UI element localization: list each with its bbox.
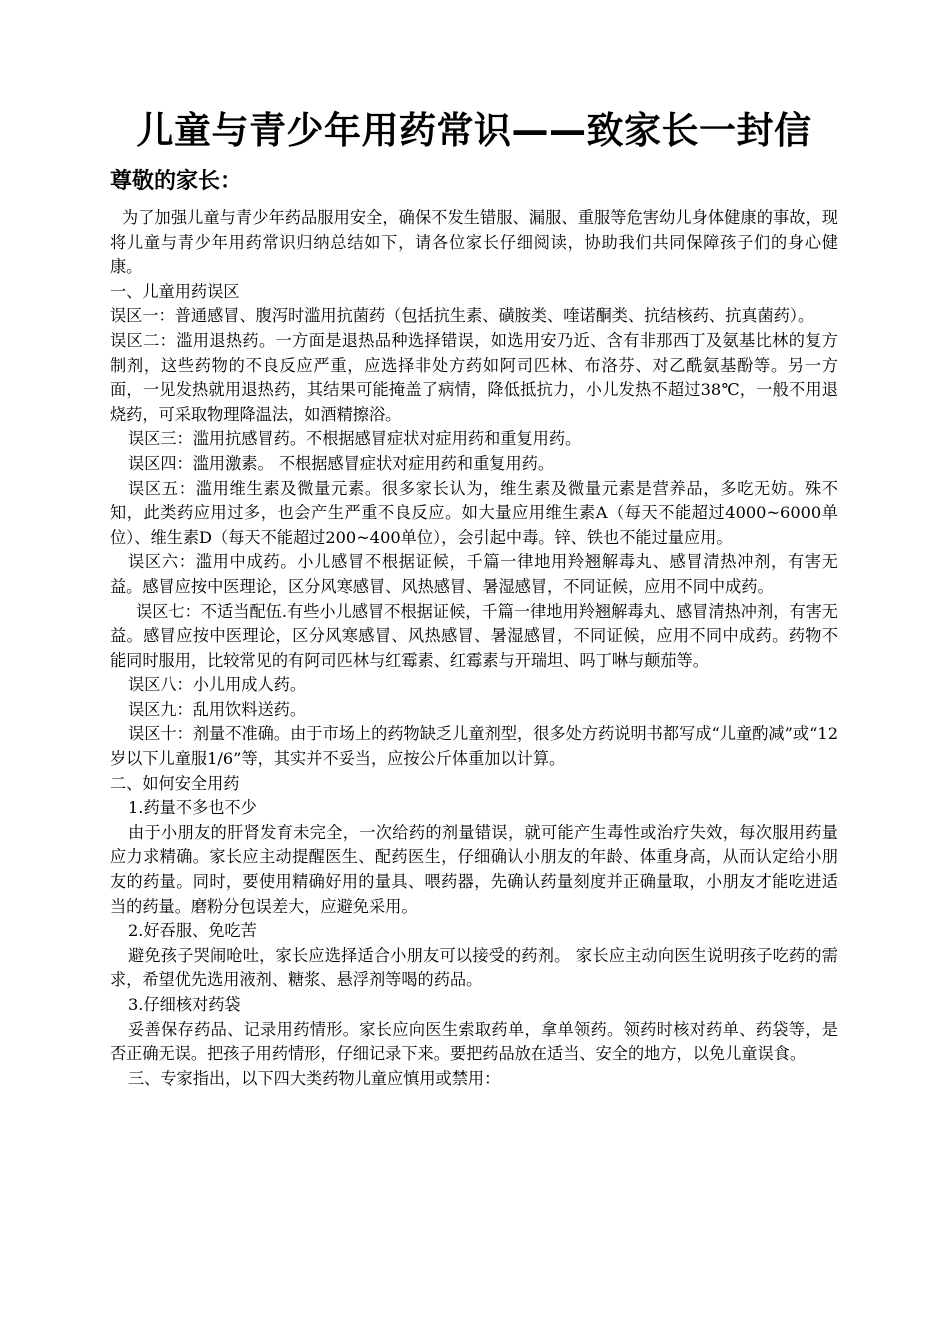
subheading-check-bag: 3.仔细核对药袋 bbox=[128, 995, 241, 1014]
misconception-6: 误区六：滥用中成药。小儿感冒不根据证候，千篇一律地用羚翘解毒丸、感冒清热冲剂，有害无益。感冒应按中医理论，区分风寒感冒、风热感冒、暑湿感冒，不同证候，应用不同中成药。 bbox=[110, 552, 838, 596]
misconception-4: 误区四：滥用激素。 不根据感冒症状对症用药和重复用药。 bbox=[128, 453, 555, 473]
check-bag-paragraph: 妥善保存药品、记录用药情形。家长应向医生索取药单，拿单领药。领药时核对药单、药袋等，是否正确无误。把孩子用药情形，仔细记录下来。要把药品放在适当、安全的地方，以免儿童误食。 bbox=[110, 1019, 838, 1064]
misconception-1: 误区一：普通感冒、腹泻时滥用抗菌药（包括抗生素、磺胺类、喹诺酮类、抗结核药、抗真菌药）。 bbox=[110, 306, 815, 326]
misconception-8: 误区八：小儿用成人药。 bbox=[128, 675, 307, 695]
subheading-easy-swallow: 2.好吞服、免吃苦 bbox=[128, 921, 257, 941]
document-title: 儿童与青少年用药常识——致家长一封信 bbox=[136, 109, 812, 152]
section-heading-1: 一、儿童用药误区 bbox=[110, 281, 240, 301]
section-heading-3: 三、专家指出，以下四大类药物儿童应慎用或禁用： bbox=[128, 1068, 501, 1088]
section-heading-2: 二、如何安全用药 bbox=[110, 773, 240, 793]
dosage-paragraph: 由于小朋友的肝肾发育未完全，一次给药的剂量错误，就可能产生毒性或治疗失效，每次服用药量应力求精确。家长应主动提醒医生、配药医生，仔细确认小朋友的年龄、体重身高，从而认定给小朋友的药量。同时，要使用精确好用的量具、喂药器，先确认药量刻度并正确量取，小朋友才能吃进适当的药量。磨粉分包误差大，应避免采用。 bbox=[110, 822, 838, 916]
misconception-10: 误区十：剂量不准确。由于市场上的药物缺乏儿童剂型，很多处方药说明书都写成“儿童酌减”或“12岁以下儿童服1/6”等，其实并不妥当，应按公斤体重加以计算。 bbox=[110, 724, 838, 769]
misconception-5: 误区五：滥用维生素及微量元素。很多家长认为，维生素及微量元素是营养品，多吃无妨。殊不知，此类药应用过多，也会产生严重不良反应。如大量应用维生素A（每天不能超过4000~6000单位）、维生素D（每天不能超过200~400单位），会引起中毒。锌、铁也不能过量应用。 bbox=[110, 478, 838, 547]
misconception-7: 误区七：不适当配伍.有些小儿感冒不根据证候，千篇一律地用羚翘解毒丸、感冒清热冲剂，有害无益。感冒应按中医理论，区分风寒感冒、风热感冒、暑湿感冒，不同证候，应用不同中成药。药物不能同时服用，比较常见的有阿司匹林与红霉素、红霉素与开瑞坦、吗丁啉与颠茄等。 bbox=[110, 601, 838, 670]
subheading-dosage: 1.药量不多也不少 bbox=[128, 798, 257, 818]
easy-swallow-paragraph: 避免孩子哭闹呛吐，家长应选择适合小朋友可以接受的药剂。 家长应主动向医生说明孩子吃药的需求，希望优先选用液剂、糖浆、悬浮剂等喝的药品。 bbox=[110, 945, 838, 990]
salutation: 尊敬的家长： bbox=[110, 169, 243, 194]
misconception-2: 误区二：滥用退热药。一方面是退热品种选择错误，如选用安乃近、含有非那西丁及氨基比林的复方制剂，这些药物的不良反应严重，应选择非处方药如阿司匹林、布洛芬、对乙酰氨基酚等。另一方面，一见发热就用退热药，其结果可能掩盖了病情，降低抵抗力，小儿发热不超过38℃，一般不用退烧药，可采取物理降温法，如酒精擦浴。 bbox=[110, 330, 838, 424]
misconception-9: 误区九：乱用饮料送药。 bbox=[128, 699, 307, 719]
intro-paragraph: 为了加强儿童与青少年药品服用安全，确保不发生错服、漏服、重服等危害幼儿身体健康的事故，现将儿童与青少年用药常识归纳总结如下，请各位家长仔细阅读，协助我们共同保障孩子们的身心健康。 bbox=[110, 208, 838, 277]
misconception-3: 误区三：滥用抗感冒药。不根据感冒症状对症用药和重复用药。 bbox=[128, 429, 582, 449]
document-page bbox=[110, 104, 838, 1091]
